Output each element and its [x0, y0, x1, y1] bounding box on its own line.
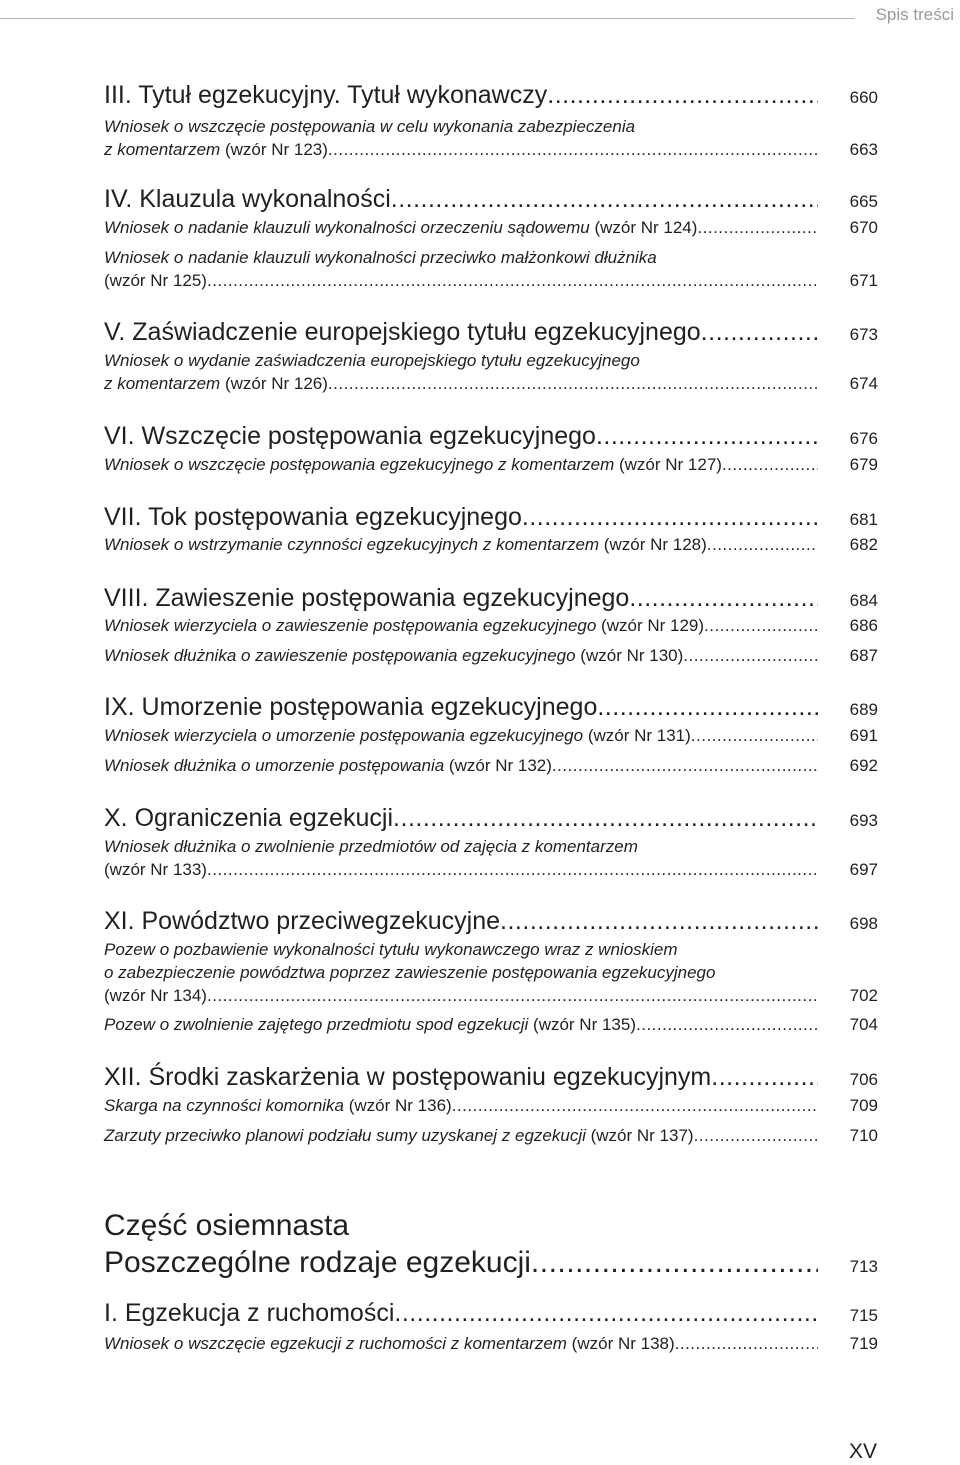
entry-text: V. Zaświadczenie europejskiego tytułu egzekucyjnego — [104, 318, 701, 346]
entry-text: Skarga na czynności komornika (wzór Nr 136) — [104, 1096, 452, 1115]
leader-dots — [522, 502, 818, 532]
entry-text: XII. Środki zaskarżenia w postępowaniu egzekucyjnym — [104, 1063, 712, 1091]
page-ref: 689 — [849, 700, 878, 719]
leader-dots — [531, 1244, 818, 1281]
page-ref: 697 — [849, 860, 878, 879]
page-ref: 687 — [849, 646, 878, 665]
entry-text: Wniosek wierzyciela o umorzenie postępowania egzekucyjnego (wzór Nr 131) — [104, 726, 691, 745]
toc-form-entry — [104, 644, 878, 667]
entry-text: Zarzuty przeciwko planowi podziału sumy uzyskanej z egzekucji (wzór Nr 137) — [104, 1126, 694, 1145]
entry-text: VII. Tok postępowania egzekucyjnego — [104, 503, 522, 531]
leader-dots — [701, 317, 818, 347]
toc-form-entry — [104, 1124, 878, 1147]
leader-dots — [596, 421, 818, 451]
toc-form-entry — [104, 835, 878, 881]
page-ref: 710 — [849, 1126, 878, 1145]
entry-text: XI. Powództwo przeciwegzekucyjne — [104, 907, 501, 935]
toc-form-entry — [104, 1332, 878, 1355]
leader-dots — [391, 184, 818, 214]
entry-text: VI. Wszczęcie postępowania egzekucyjnego — [104, 422, 596, 450]
page-ref: 684 — [849, 591, 878, 610]
toc-chapter-entry — [104, 1062, 878, 1095]
toc-chapter-entry — [104, 803, 878, 836]
leader-dots — [636, 1013, 818, 1036]
leader-dots — [597, 692, 818, 722]
page-ref: 719 — [849, 1334, 878, 1353]
leader-dots — [207, 269, 818, 292]
entry-text: Wniosek dłużnika o zwolnienie przedmiotów od zajęcia z komentarzem — [104, 837, 638, 856]
page-ref: 660 — [849, 88, 878, 107]
toc-form-entry — [104, 453, 878, 476]
toc-chapter-entry — [104, 421, 878, 454]
entry-text: Wniosek o nadanie klauzuli wykonalności przeciwko małżonkowi dłużnika — [104, 248, 657, 267]
toc-chapter-entry — [104, 80, 878, 113]
toc-form-entry — [104, 349, 878, 395]
page-ref: 671 — [849, 271, 878, 290]
leader-dots — [547, 80, 818, 110]
entry-text: IV. Klauzula wykonalności — [104, 185, 391, 213]
entry-text: Wniosek o wydanie zaświadczenia europejskiego tytułu egzekucyjnego — [104, 351, 640, 370]
entry-text: Pozew o zwolnienie zajętego przedmiotu spod egzekucji (wzór Nr 135) — [104, 1015, 636, 1034]
leader-dots — [552, 754, 818, 777]
toc-chapter-entry — [104, 692, 878, 725]
toc-form-entry — [104, 938, 878, 1007]
entry-text: (wzór Nr 133) — [104, 860, 207, 879]
toc-form-entry — [104, 614, 878, 637]
toc-chapter-entry — [104, 184, 878, 217]
page-number: XV — [848, 1440, 877, 1463]
entry-text: VIII. Zawieszenie postępowania egzekucyjnego — [104, 584, 630, 612]
page-ref: 676 — [849, 429, 878, 448]
toc-chapter-entry — [104, 1298, 878, 1331]
toc-chapter-entry — [104, 317, 878, 350]
leader-dots — [328, 372, 818, 395]
entry-text: Wniosek o wszczęcie postępowania w celu wykonania zabezpieczenia — [104, 117, 636, 136]
entry-text: I. Egzekucja z ruchomości — [104, 1299, 395, 1327]
page-ref: 702 — [849, 986, 878, 1005]
entry-text: o zabezpieczenie powództwa poprzez zawieszenie postępowania egzekucyjnego — [104, 963, 716, 982]
entry-text: Wniosek o wstrzymanie czynności egzekucyjnych z komentarzem (wzór Nr 128) — [104, 535, 707, 554]
page-ref: 679 — [849, 455, 878, 474]
toc-form-entry — [104, 1094, 878, 1117]
leader-dots — [452, 1094, 818, 1117]
toc-form-entry — [104, 754, 878, 777]
leader-dots — [707, 533, 818, 556]
leader-dots — [722, 453, 818, 476]
page-ref: 663 — [849, 140, 878, 159]
header-rule — [0, 18, 855, 19]
page-ref: 670 — [849, 218, 878, 237]
entry-text: III. Tytuł egzekucyjny. Tytuł wykonawczy — [104, 81, 548, 109]
leader-dots — [393, 803, 818, 833]
leader-dots — [207, 858, 818, 881]
leader-dots — [711, 1062, 818, 1092]
page-ref: 693 — [849, 811, 878, 830]
toc-form-entry — [104, 724, 878, 747]
entry-text: Wniosek o nadanie klauzuli wykonalności orzeczeniu sądowemu (wzór Nr 124) — [104, 218, 698, 237]
page-ref: 673 — [849, 325, 878, 344]
toc-form-entry — [104, 1013, 878, 1036]
page-ref: 674 — [849, 374, 878, 393]
entry-text: Wniosek o wszczęcie postępowania egzekucyjnego z komentarzem (wzór Nr 127) — [104, 455, 722, 474]
running-head: Spis treści — [875, 5, 954, 24]
entry-text: z komentarzem (wzór Nr 126) — [104, 374, 328, 393]
leader-dots — [328, 138, 818, 161]
toc-chapter-entry — [104, 502, 878, 535]
leader-dots — [207, 984, 818, 1007]
toc-form-entry — [104, 115, 878, 161]
page-ref: 713 — [849, 1257, 878, 1276]
page-ref: 692 — [849, 756, 878, 775]
page-ref: 665 — [849, 192, 878, 211]
leader-dots — [694, 1124, 818, 1147]
entry-text: Wniosek dłużnika o umorzenie postępowania (wzór Nr 132) — [104, 756, 552, 775]
entry-text: (wzór Nr 125) — [104, 271, 207, 290]
page-ref: 681 — [849, 510, 878, 529]
leader-dots — [704, 614, 818, 637]
leader-dots — [394, 1298, 818, 1328]
entry-text: Część osiemnasta — [104, 1209, 350, 1242]
entry-text: Wniosek o wszczęcie egzekucji z ruchomości z komentarzem (wzór Nr 138) — [104, 1334, 675, 1353]
toc-form-entry — [104, 246, 878, 292]
page-ref: 709 — [849, 1096, 878, 1115]
leader-dots — [683, 644, 818, 667]
leader-dots — [691, 724, 818, 747]
entry-text: X. Ograniczenia egzekucji — [104, 804, 394, 832]
toc-chapter-entry — [104, 906, 878, 939]
entry-text: z komentarzem (wzór Nr 123) — [104, 140, 328, 159]
page-ref: 715 — [849, 1306, 878, 1325]
page-ref: 682 — [849, 535, 878, 554]
toc-form-entry — [104, 216, 878, 239]
page-ref: 698 — [849, 914, 878, 933]
entry-text: (wzór Nr 134) — [104, 986, 207, 1005]
page-ref: 704 — [849, 1015, 878, 1034]
leader-dots — [500, 906, 818, 936]
page-ref: 686 — [849, 616, 878, 635]
toc-part-title — [104, 1207, 878, 1285]
leader-dots — [629, 583, 818, 613]
page-ref: 706 — [849, 1070, 878, 1089]
entry-text: Pozew o pozbawienie wykonalności tytułu wykonawczego wraz z wnioskiem — [104, 940, 678, 959]
toc-chapter-entry — [104, 583, 878, 616]
toc-form-entry — [104, 533, 878, 556]
entry-text: Wniosek dłużnika o zawieszenie postępowania egzekucyjnego (wzór Nr 130) — [104, 646, 684, 665]
leader-dots — [675, 1332, 818, 1355]
entry-text: Poszczególne rodzaje egzekucji — [104, 1246, 531, 1279]
leader-dots — [697, 216, 818, 239]
entry-text: IX. Umorzenie postępowania egzekucyjnego — [104, 693, 598, 721]
page-ref: 691 — [849, 726, 878, 745]
entry-text: Wniosek wierzyciela o zawieszenie postępowania egzekucyjnego (wzór Nr 129) — [104, 616, 705, 635]
